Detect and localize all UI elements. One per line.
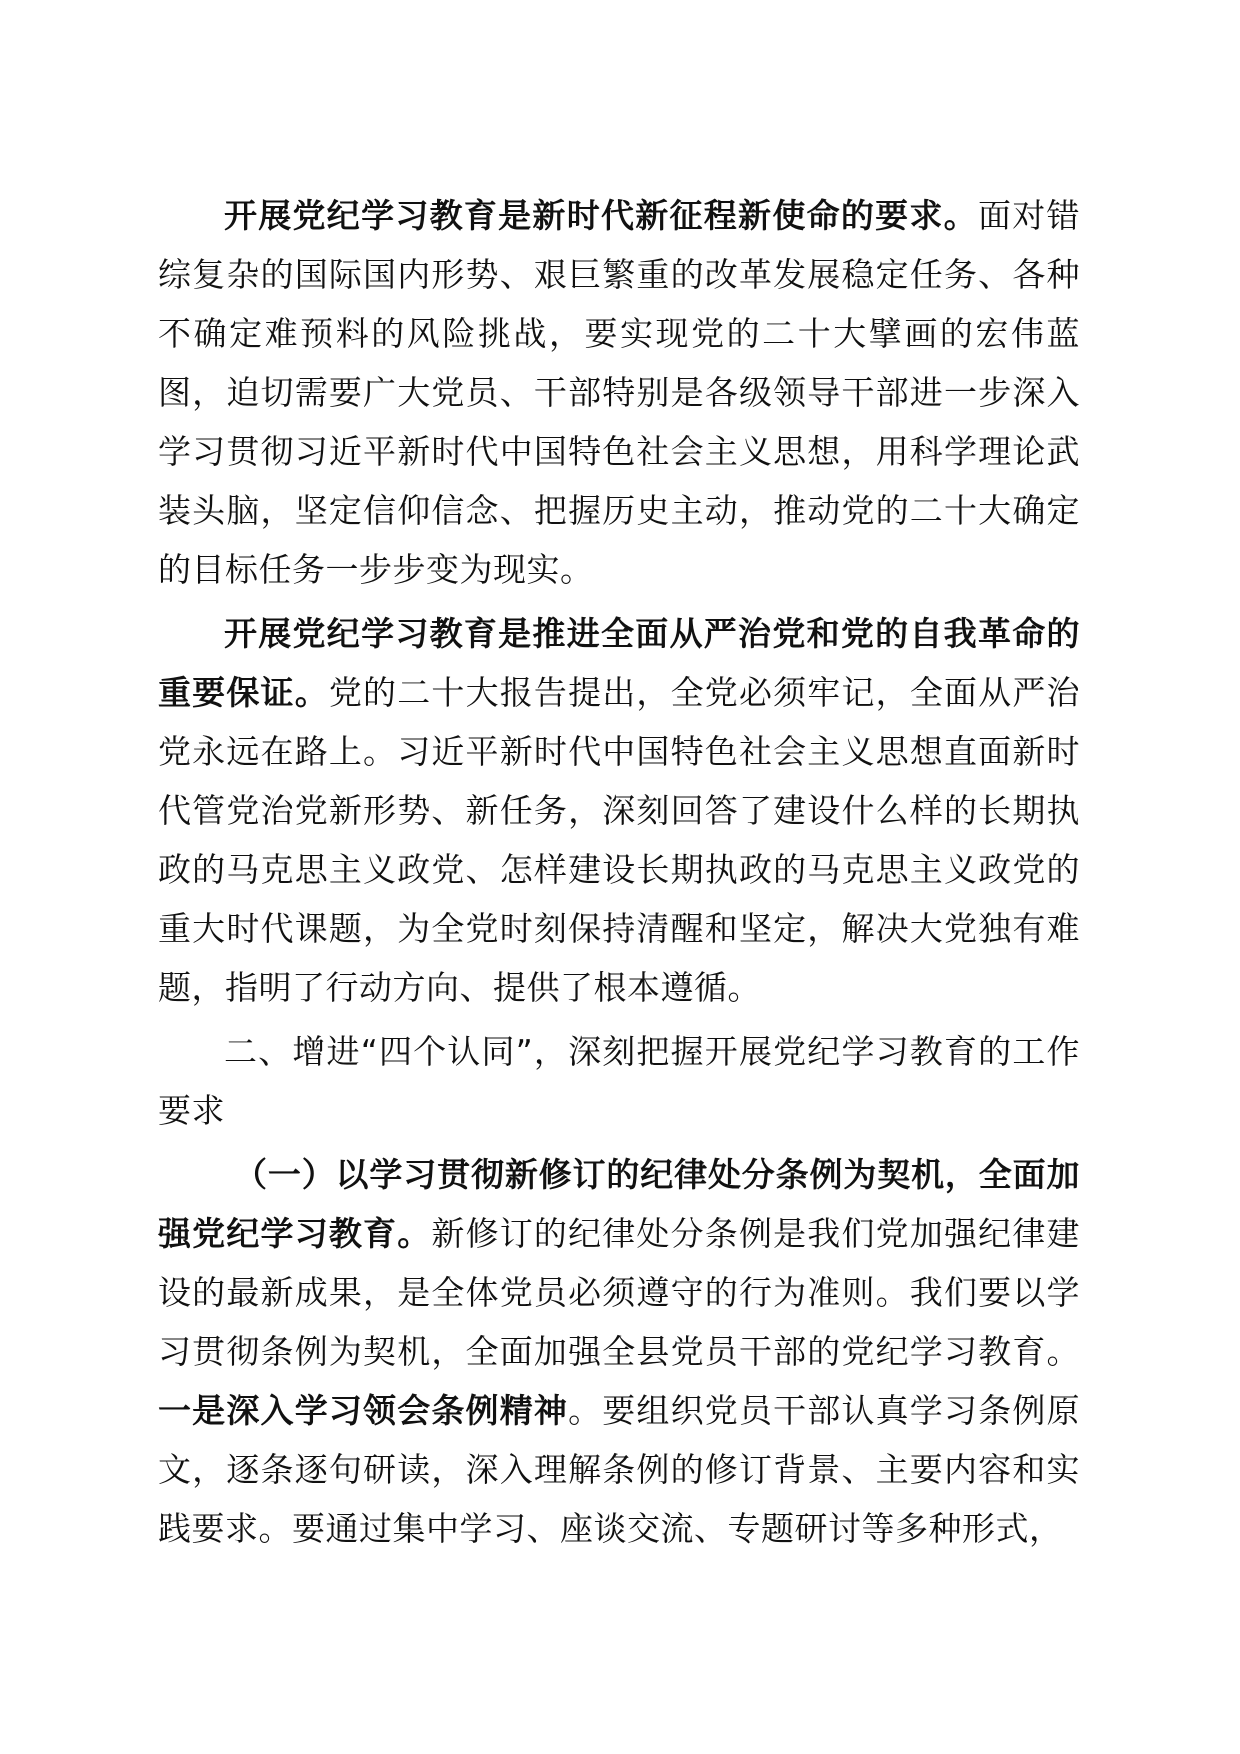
paragraph-lead: 开展党纪学习教育是新时代新征程新使命的要求。 [224, 196, 978, 235]
section-heading: 二、增进“四个认同”，深刻把握开展党纪学习教育的工作要求 [158, 1032, 1080, 1130]
paragraph-lead: 开展党纪学习教育是推进全面从严治党和党的自我革命的重要保证。 [158, 614, 1080, 712]
paragraph-new-era-requirement [158, 186, 1080, 599]
paragraph-strict-governance [158, 604, 1080, 1017]
paragraph-subsection-one [158, 1145, 1080, 1558]
paragraph-body: 面对错综复杂的国际国内形势、艰巨繁重的改革发展稳定任务、各种不确定难预料的风险挑战，要实现党的二十大擘画的宏伟蓝图，迫切需要广大党员、干部特别是各级领导干部进一步深入学习贯彻习近平新时代中国特色社会主义思想，用科学理论武装头脑，坚定信仰信念、把握历史主动，推动党的二十大确定的目标任务一步步变为现实。 [158, 196, 1081, 589]
point-one-body: 。要组织党员干部认真学习条例原文，逐条逐句研读，深入理解条例的修订背景、主要内容和实践要求。要通过集中学习、座谈交流、专题研讨等多种形式， [158, 1391, 1081, 1548]
subsection-title: （一）以学习贯彻新修订的纪律处分条例为契机，全面加强党纪学习教育。 [158, 1155, 1080, 1253]
document-page [158, 186, 1080, 1563]
point-one-title: 一是深入学习领会条例精神 [158, 1391, 569, 1430]
paragraph-body: 党的二十大报告提出，全党必须牢记，全面从严治党永远在路上。习近平新时代中国特色社会主义思想直面新时代管党治党新形势、新任务，深刻回答了建设什么样的长期执政的马克思主义政党、怎样建设长期执政的马克思主义政党的重大时代课题，为全党时刻保持清醒和坚定，解决大党独有难题，指明了行动方向、提供了根本遵循。 [158, 673, 1081, 1007]
subsection-body: 新修订的纪律处分条例是我们党加强纪律建设的最新成果，是全体党员必须遵守的行为准则。我们要以学习贯彻条例为契机，全面加强全县党员干部的党纪学习教育。 [158, 1214, 1081, 1371]
